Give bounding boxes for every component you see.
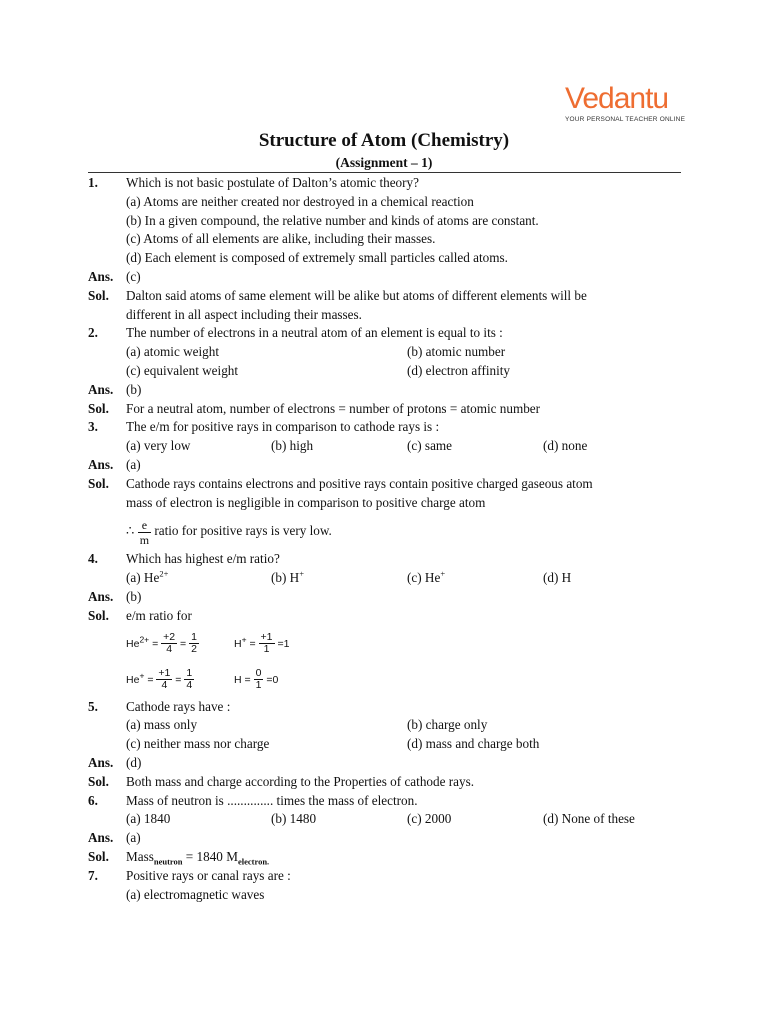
question-number: 6.	[88, 792, 98, 808]
question-text: Cathode rays have :	[126, 698, 231, 714]
answer-value: (a)	[126, 456, 141, 472]
option: (d) Each element is composed of extremely small particles called atoms.	[126, 250, 508, 266]
question-row	[88, 324, 688, 343]
solution-text: For a neutral atom, number of electrons = number of protons = atomic number	[126, 400, 541, 416]
question-text: Which is not basic postulate of Dalton’s atomic theory?	[126, 175, 419, 190]
option-row	[88, 212, 688, 231]
option: (c) He+	[407, 568, 446, 586]
option: (b) H+	[271, 568, 304, 586]
option-row	[88, 437, 688, 456]
option: (a) 1840	[126, 811, 171, 827]
solution-label: Sol.	[88, 400, 109, 416]
question-number: 1.	[88, 175, 98, 190]
equation-row	[88, 626, 688, 662]
option: (d) mass and charge both	[407, 736, 540, 752]
option-row	[88, 230, 688, 249]
option-row	[88, 343, 688, 362]
solution-row	[88, 475, 688, 494]
logo-tagline: YOUR PERSONAL TEACHER ONLINE	[565, 116, 686, 123]
solution-row	[88, 607, 688, 626]
option-row	[88, 569, 688, 588]
option-row	[88, 735, 688, 754]
answer-label: Ans.	[88, 830, 114, 846]
solution-label: Sol.	[88, 287, 109, 303]
option-row	[88, 362, 688, 381]
page-subtitle: (Assignment – 1)	[335, 155, 433, 170]
solution-label: Sol.	[88, 848, 109, 864]
solution-text: mass of electron is negligible in comparison to positive charge atom	[126, 494, 486, 510]
question-text: The e/m for positive rays in comparison to cathode rays is :	[126, 419, 440, 435]
question-row	[88, 792, 688, 811]
answer-row	[88, 381, 688, 400]
option: (c) 2000	[407, 811, 452, 827]
solution-text: Both mass and charge according to the Properties of cathode rays.	[126, 773, 475, 789]
option: (c) neither mass nor charge	[126, 736, 270, 752]
option: (b) 1480	[271, 811, 317, 827]
option: (d) None of these	[543, 811, 635, 827]
answer-label: Ans.	[88, 588, 114, 604]
answer-row	[88, 456, 688, 475]
solution-formula-row	[88, 512, 688, 550]
equation-heplus: He+ = $\frac{+1}{4}$ = $\frac{1}{4}$	[126, 667, 193, 692]
question-row	[88, 174, 688, 193]
option: (a) Atoms are neither created nor destroyed in a chemical reaction	[126, 193, 474, 209]
answer-row	[88, 268, 688, 287]
solution-label: Sol.	[88, 773, 109, 789]
solution-row	[88, 400, 688, 419]
equation-row	[88, 662, 688, 698]
logo-wordmark: Vedantu	[565, 82, 669, 115]
therefore-symbol: ∴	[126, 523, 135, 539]
option: (c) Atoms of all elements are alike, including their masses.	[126, 231, 436, 247]
option: (a) very low	[126, 438, 191, 454]
solution-text: ratio for positive rays is very low.	[154, 523, 332, 539]
answer-value: (b)	[126, 381, 142, 397]
page-title: Structure of Atom (Chemistry)	[258, 130, 510, 151]
option-row	[88, 716, 688, 735]
question-row	[88, 550, 688, 569]
option-row	[88, 886, 688, 905]
equation-he2plus: $He^{2+}$ = $\frac{+2}{4}$ = $\frac{1}{2}$	[126, 631, 197, 656]
solution-label: Sol.	[88, 607, 109, 623]
question-number: 5.	[88, 698, 98, 714]
question-text: The number of electrons in a neutral atom of an element is equal to its :	[126, 325, 503, 341]
solution-label: Sol.	[88, 475, 109, 491]
vedantu-logo	[565, 82, 686, 123]
option: (b) charge only	[407, 717, 488, 733]
option: (c) equivalent weight	[126, 362, 239, 378]
answer-label: Ans.	[88, 754, 114, 770]
title-rule	[88, 172, 681, 173]
question-row	[88, 867, 688, 886]
question-number: 2.	[88, 325, 98, 341]
solution-row	[88, 494, 688, 513]
answer-row	[88, 829, 688, 848]
equation-hplus: H+ = $\frac{+1}{1}$ =1	[234, 631, 290, 656]
answer-row	[88, 588, 688, 607]
option: (b) In a given compound, the relative number and kinds of atoms are constant.	[126, 212, 539, 228]
option: (a) $He^{2+}$	[126, 568, 169, 586]
option: (a) atomic weight	[126, 344, 220, 360]
solution-text: Cathode rays contains electrons and positive rays contain positive charged gaseous atom	[126, 475, 593, 491]
question-row	[88, 418, 688, 437]
option-row	[88, 249, 688, 268]
option: (d) electron affinity	[407, 362, 511, 378]
option: (b) high	[271, 438, 314, 454]
answer-row	[88, 754, 688, 773]
option-row	[88, 193, 688, 212]
answer-label: Ans.	[88, 381, 114, 397]
option-row	[88, 810, 688, 829]
option: (c) same	[407, 438, 453, 454]
option: (d) none	[543, 438, 588, 454]
question-number: 4.	[88, 551, 98, 567]
solution-text: Mass$_{neutron}$ = 1840 $M_{electron.}$	[126, 848, 270, 867]
question-text: Which has highest e/m ratio?	[126, 551, 280, 567]
answer-label: Ans.	[88, 456, 114, 472]
solution-row	[88, 306, 688, 325]
answer-value: (b)	[126, 588, 142, 604]
solution-row	[88, 287, 688, 306]
assignment-content	[88, 174, 688, 904]
option: (a) electromagnetic waves	[126, 886, 265, 902]
question-number: 7.	[88, 867, 98, 883]
question-text: Mass of neutron is .............. times the mass of electron.	[126, 792, 418, 808]
answer-value: (c)	[126, 268, 141, 284]
e-over-m-fraction: $\frac{e}{m}$	[139, 517, 150, 547]
solution-text: e/m ratio for	[126, 607, 192, 623]
answer-value: (d)	[126, 754, 142, 770]
solution-text: different in all aspect including their masses.	[126, 306, 362, 322]
question-text: Positive rays or canal rays are :	[126, 867, 291, 883]
option: (a) mass only	[126, 717, 198, 733]
option: (b) atomic number	[407, 344, 506, 360]
solution-row	[88, 773, 688, 792]
solution-text: Dalton said atoms of same element will be alike but atoms of different elements will be	[126, 287, 587, 303]
answer-label: Ans.	[88, 268, 114, 284]
option: (d) H	[543, 570, 572, 586]
solution-row	[88, 848, 688, 867]
equation-h: H = $\frac{0}{1}$ =0	[234, 667, 279, 692]
answer-value: (a)	[126, 830, 141, 846]
question-number: 3.	[88, 419, 98, 435]
question-row	[88, 698, 688, 717]
